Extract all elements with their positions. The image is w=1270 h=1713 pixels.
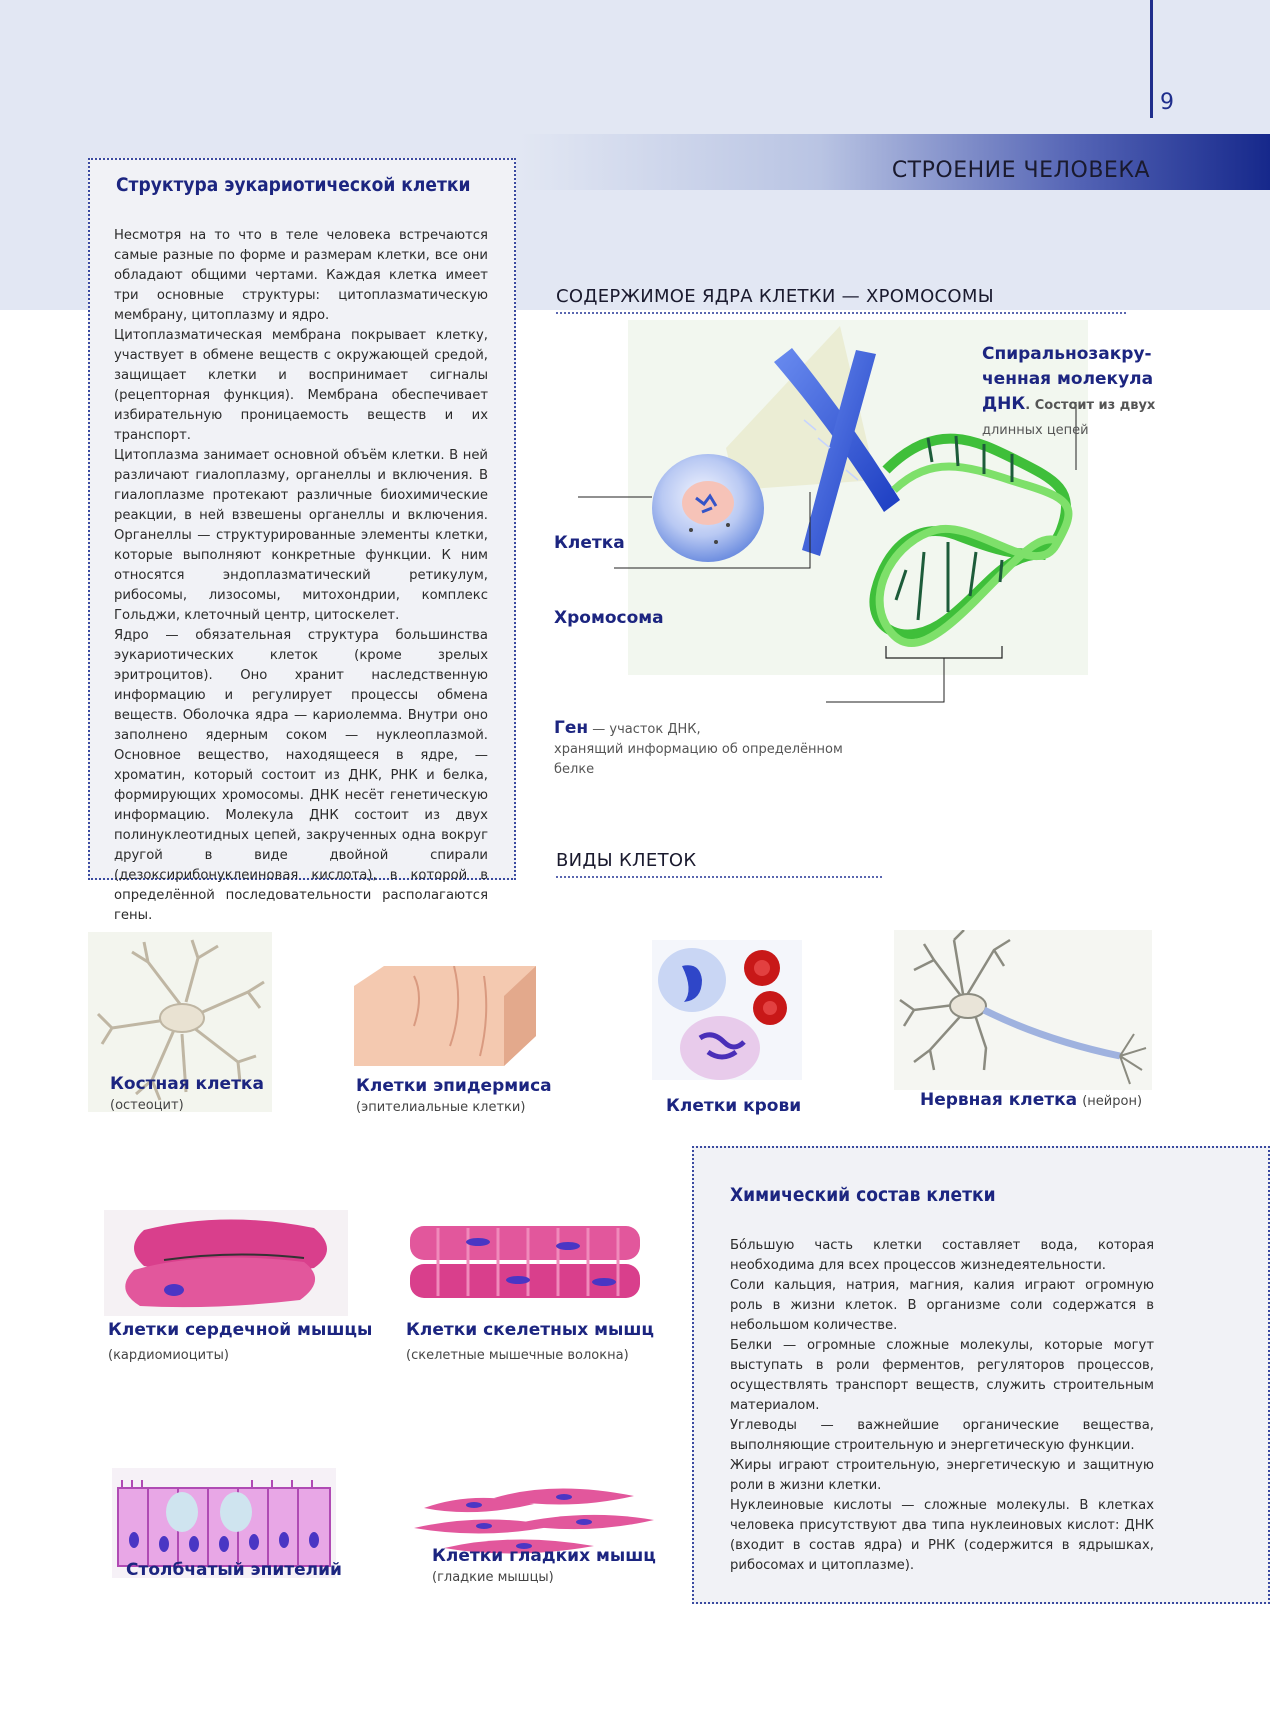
- paragraph: Бóльшую часть клетки составляет вода, которая необходима для всех процессов жизнедеятельности.: [730, 1238, 1154, 1273]
- cell-type-name: Нервная клетка: [920, 1090, 1078, 1110]
- cell-type-name: Клетки гладких мышц: [432, 1546, 656, 1566]
- skeletal-muscle-image: [408, 1222, 644, 1302]
- cell-type-sub: (кардиомиоциты): [108, 1348, 229, 1363]
- dna-label-line: ДНК: [982, 394, 1026, 414]
- dna-note: . Состоит из двух: [1025, 398, 1156, 413]
- paragraph: Углеводы — важнейшие органические вещества, выполняющие строительную и энергетическую функции.: [730, 1418, 1154, 1453]
- epidermis-cell-image: [354, 966, 536, 1066]
- paragraph: Цитоплазма занимает основной объём клетки. В ней различают гиалоплазму, органеллы и включения. В гиалоплазме протекают различные биохимические реакции, в ней взвешены органеллы и включения. Органеллы — структурированные элементы клетки, которые выполняют конкретные функции. К ним относятся эндоплазматический ретикулум, рибосомы, лизосомы, митохондрии, комплекс Гольджи, клеточный центр, цитоскелет.: [114, 448, 488, 623]
- cell-type-sub: (эпителиальные клетки): [356, 1100, 526, 1115]
- eukaryote-box-title: Структура эукариотической клетки: [116, 174, 471, 196]
- paragraph: Нуклеиновые кислоты — сложные молекулы. В клетках человека присутствуют два типа нуклеиновых кислот: ДНК (входит в состав ядра) и РНК (содержится в ядрышках, рибосомах и цитоплазме).: [730, 1498, 1154, 1573]
- chromosome-section-title: СОДЕРЖИМОЕ ЯДРА КЛЕТКИ — ХРОМОСОМЫ: [556, 286, 994, 307]
- paragraph: Цитоплазматическая мембрана покрывает клетку, участвует в обмене веществ с окружающей средой, защищает клетки и воспринимает сигналы (рецепторная функция). Мембрана обеспечивает избирательную проницаемость веществ и их транспорт.: [114, 328, 488, 443]
- page-corner-line: [1150, 0, 1153, 118]
- gene-note: — участок ДНК,: [588, 722, 701, 737]
- cell-type-sub: (остеоцит): [110, 1098, 184, 1113]
- chromosome-label: Хромосома: [554, 608, 664, 628]
- cell-type-sub: (нейрон): [1082, 1094, 1143, 1109]
- dna-label: [982, 342, 1155, 443]
- gene-note: белке: [554, 762, 595, 777]
- paragraph: Несмотря на то что в теле человека встречаются самые разные по форме и размерам клетки, все они обладают общими чертами. Каждая клетка имеет три основные структуры: цитоплазматическую мембрану, цитоплазму и ядро.: [114, 228, 488, 323]
- cell-types-title: ВИДЫ КЛЕТОК: [556, 850, 697, 871]
- cell-label: Клетка: [554, 533, 625, 553]
- paragraph: Белки — огромные сложные молекулы, которые могут выступать в роли ферментов, регуляторов процессов, осуществлять транспорт веществ, служить строительным материалом.: [730, 1338, 1154, 1413]
- cell-type-name: Клетки скелетных мышц: [406, 1320, 655, 1340]
- blood-cells-image: [652, 940, 802, 1080]
- nerve-cell-caption: [920, 1090, 1142, 1110]
- nerve-cell-image: [894, 930, 1152, 1090]
- cardiac-muscle-image: [104, 1210, 348, 1316]
- cell-type-name: Костная клетка: [110, 1074, 264, 1094]
- cell-type-name: Клетки сердечной мышцы: [108, 1320, 373, 1340]
- chromosome-section-underline: [556, 312, 1126, 314]
- cell-graphic: [652, 454, 764, 562]
- cell-type-sub: (скелетные мышечные волокна): [406, 1348, 629, 1363]
- paragraph: Соли кальция, натрия, магния, калия играют огромную роль в жизни клеток. В организме соли содержатся в небольшом количестве.: [730, 1278, 1154, 1333]
- section-header: СТРОЕНИЕ ЧЕЛОВЕКА: [891, 158, 1150, 183]
- cell-type-name: Клетки эпидермиса: [356, 1076, 552, 1096]
- chemistry-info-box: [692, 1146, 1270, 1604]
- cell-types-underline: [556, 876, 882, 878]
- dna-label-line: Спиральнозакру-: [982, 344, 1152, 364]
- page-number: 9: [1160, 90, 1174, 115]
- paragraph: Ядро — обязательная структура большинства эукариотических клеток (кроме зрелых эритроцитов). Оно хранит наследственную информацию и регулирует процессы обмена веществ. Оболочка ядра — кариолемма. Внутри оно заполнено ядерным соком — нуклеоплазмой. Основное вещество, находящееся в ядре, — хроматин, который состоит из ДНК, РНК и белка, формирующих хромосомы. ДНК несёт генетическую информацию. Молекула ДНК состоит из двух полинуклеотидных цепей, закрученных одна вокруг другой в виде двойной спирали (дезоксирибонуклеиновая кислота), в которой в определённой последовательности располагаются гены.: [114, 628, 488, 923]
- cell-type-name: Столбчатый эпителий: [126, 1560, 342, 1580]
- eukaryote-info-box: [88, 158, 516, 923]
- eukaryote-box-text: [114, 226, 488, 926]
- cell-type-name: Клетки крови: [666, 1096, 802, 1116]
- paragraph: Жиры играют строительную, энергетическую и защитную роли в жизни клетки.: [730, 1458, 1154, 1493]
- cell-type-sub: (гладкие мышцы): [432, 1570, 554, 1585]
- chemistry-box-text: [730, 1236, 1154, 1576]
- chemistry-box-title: Химический состав клетки: [730, 1184, 996, 1206]
- gene-label-block: [554, 718, 843, 780]
- gene-label: Ген: [554, 718, 589, 738]
- dna-label-line: ченная молекула: [982, 369, 1154, 389]
- dna-note: длинных цепей: [982, 423, 1089, 438]
- gene-note: хранящий информацию об определённом: [554, 742, 843, 757]
